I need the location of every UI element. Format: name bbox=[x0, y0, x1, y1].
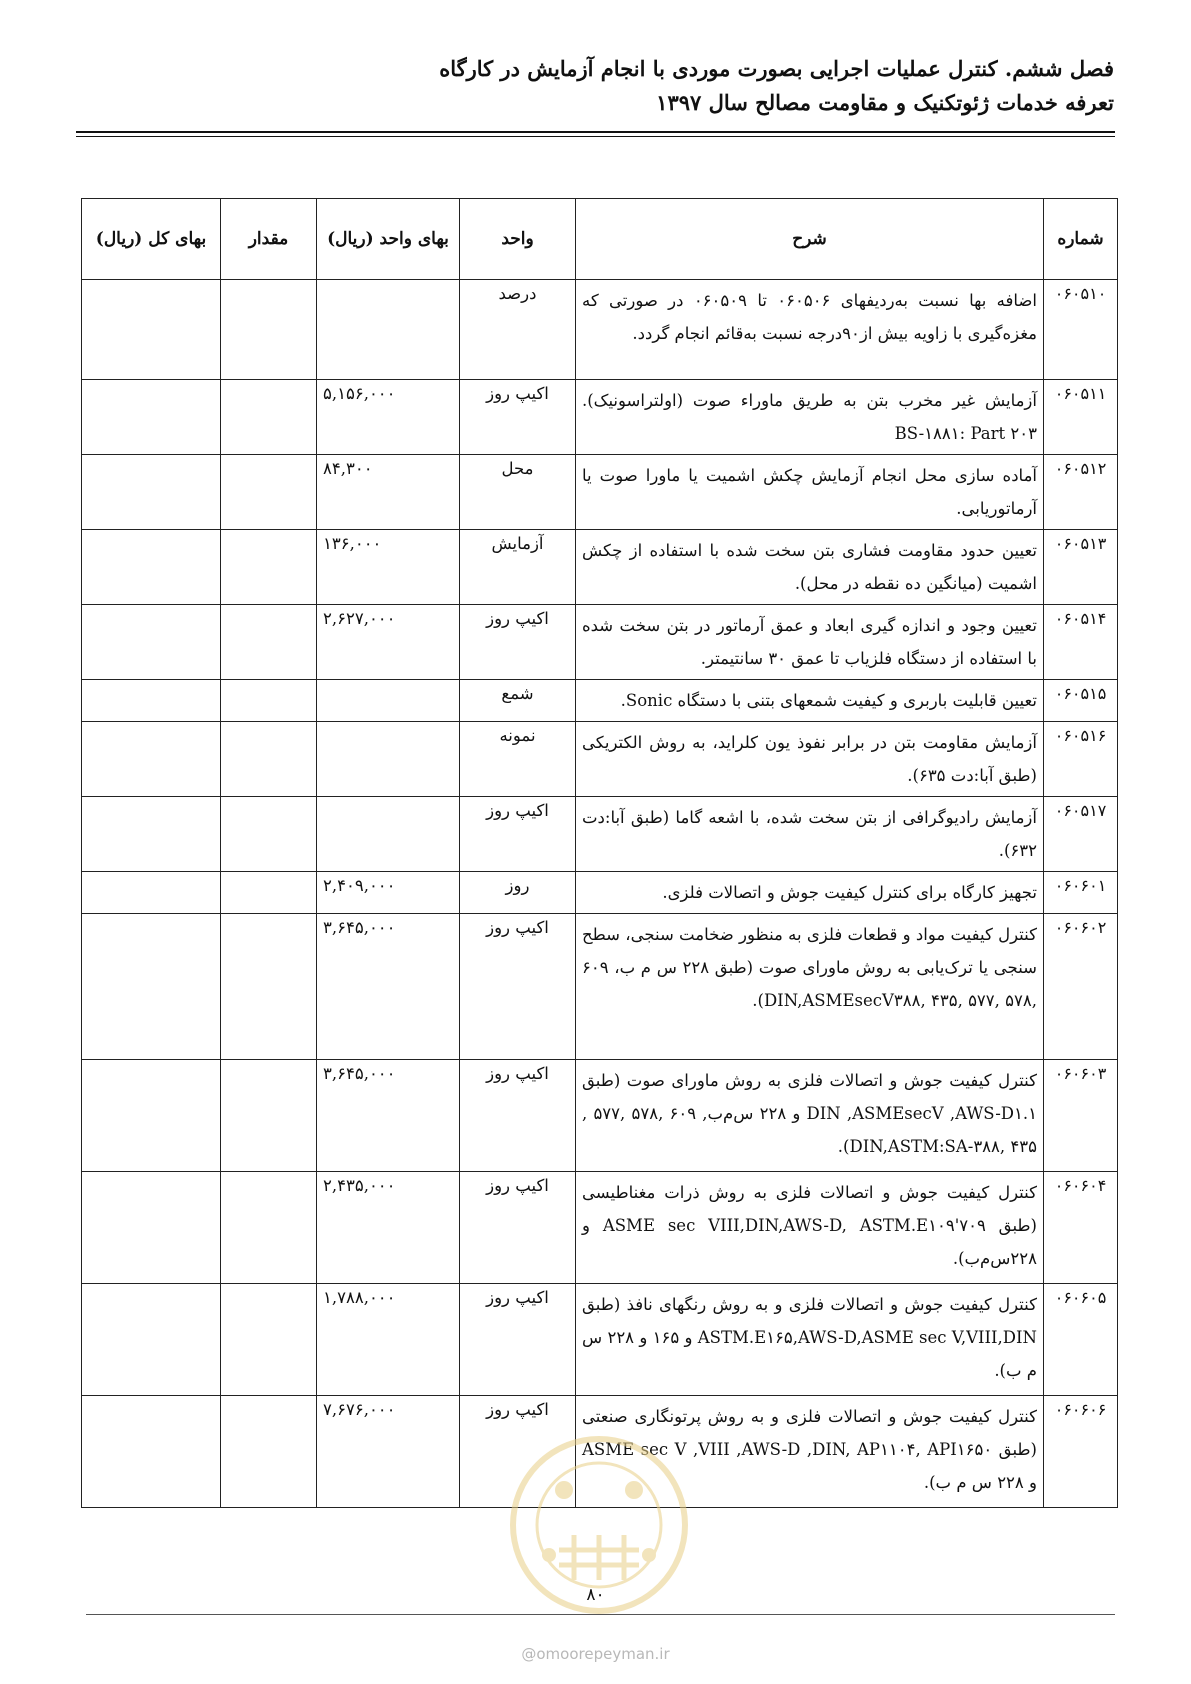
row-unit: اکیپ روز bbox=[460, 797, 576, 872]
page-number: ۸۰ bbox=[586, 1585, 605, 1605]
col-header-code: شماره bbox=[1044, 199, 1118, 280]
website-watermark: @omoorepeyman.ir bbox=[521, 1645, 670, 1663]
row-qty bbox=[221, 280, 317, 380]
row-description: کنترل کیفیت جوش و اتصالات فلزی به روش ذرات مغناطیسی (طبق ASME sec VIII,DIN,AWS-D, ASTM.E۱۰۹'۷۰۹ و ۲۲۸س‌م‌ب). bbox=[576, 1172, 1044, 1284]
row-code: ۰۶۰۵۱۶ bbox=[1044, 722, 1118, 797]
row-qty bbox=[221, 380, 317, 455]
row-unit-price: ۷,۶۷۶,۰۰۰ bbox=[317, 1396, 460, 1508]
row-description: تجهیز کارگاه برای کنترل کیفیت جوش و اتصالات فلزی. bbox=[576, 872, 1044, 914]
row-unit: روز bbox=[460, 872, 576, 914]
row-description: آماده سازی محل انجام آزمایش چکش اشمیت یا ماورا صوت یا آرماتوریابی. bbox=[576, 455, 1044, 530]
row-code: ۰۶۰۶۰۶ bbox=[1044, 1396, 1118, 1508]
table-row bbox=[82, 280, 1118, 380]
row-description: آزمایش رادیوگرافی از بتن سخت شده، با اشعه گاما (طبق آبا:دت ۶۳۲). bbox=[576, 797, 1044, 872]
row-unit: اکیپ روز bbox=[460, 1060, 576, 1172]
table-header-row bbox=[82, 199, 1118, 280]
row-unit-price: ۳,۶۴۵,۰۰۰ bbox=[317, 914, 460, 1060]
header-rule-thin bbox=[76, 136, 1115, 137]
table-row bbox=[82, 1284, 1118, 1396]
tariff-table bbox=[81, 198, 1118, 1508]
row-total bbox=[82, 914, 221, 1060]
row-code: ۰۶۰۵۱۴ bbox=[1044, 605, 1118, 680]
row-code: ۰۶۰۵۱۷ bbox=[1044, 797, 1118, 872]
header-rule-thick bbox=[76, 131, 1115, 133]
row-description: تعیین قابلیت باربری و کیفیت شمعهای بتنی با دستگاه Sonic. bbox=[576, 680, 1044, 722]
row-qty bbox=[221, 680, 317, 722]
tariff-subtitle: تعرفه خدمات ژئوتکنیک و مقاومت مصالح سال ۱۳۹۷ bbox=[656, 90, 1114, 115]
row-qty bbox=[221, 455, 317, 530]
row-total bbox=[82, 1284, 221, 1396]
row-unit-price bbox=[317, 280, 460, 380]
table-row bbox=[82, 1172, 1118, 1284]
table-row bbox=[82, 722, 1118, 797]
row-total bbox=[82, 872, 221, 914]
row-total bbox=[82, 605, 221, 680]
row-code: ۰۶۰۵۱۱ bbox=[1044, 380, 1118, 455]
row-qty bbox=[221, 1396, 317, 1508]
col-header-qty: مقدار bbox=[221, 199, 317, 280]
row-unit-price: ۲,۶۲۷,۰۰۰ bbox=[317, 605, 460, 680]
col-header-unit-price: بهای واحد (ریال) bbox=[317, 199, 460, 280]
table-row bbox=[82, 530, 1118, 605]
table-row bbox=[82, 380, 1118, 455]
row-unit-price: ۲,۴۰۹,۰۰۰ bbox=[317, 872, 460, 914]
row-unit-price bbox=[317, 797, 460, 872]
row-code: ۰۶۰۶۰۳ bbox=[1044, 1060, 1118, 1172]
row-total bbox=[82, 455, 221, 530]
col-header-desc: شرح bbox=[576, 199, 1044, 280]
row-total bbox=[82, 1060, 221, 1172]
col-header-total: بهای کل (ریال) bbox=[82, 199, 221, 280]
row-qty bbox=[221, 605, 317, 680]
table-row bbox=[82, 872, 1118, 914]
row-total bbox=[82, 530, 221, 605]
row-qty bbox=[221, 1284, 317, 1396]
chapter-title: فصل ششم. کنترل عملیات اجرایی بصورت موردی با انجام آزمایش در کارگاه bbox=[439, 56, 1114, 81]
row-unit: اکیپ روز bbox=[460, 1396, 576, 1508]
row-unit: محل bbox=[460, 455, 576, 530]
row-code: ۰۶۰۶۰۵ bbox=[1044, 1284, 1118, 1396]
row-unit: اکیپ روز bbox=[460, 914, 576, 1060]
col-header-unit: واحد bbox=[460, 199, 576, 280]
table-row bbox=[82, 455, 1118, 530]
row-unit: نمونه bbox=[460, 722, 576, 797]
row-unit: شمع bbox=[460, 680, 576, 722]
row-code: ۰۶۰۶۰۴ bbox=[1044, 1172, 1118, 1284]
row-total bbox=[82, 722, 221, 797]
row-total bbox=[82, 280, 221, 380]
row-unit-price bbox=[317, 680, 460, 722]
row-code: ۰۶۰۵۱۰ bbox=[1044, 280, 1118, 380]
row-unit-price: ۸۴,۳۰۰ bbox=[317, 455, 460, 530]
row-qty bbox=[221, 797, 317, 872]
row-description: آزمایش غیر مخرب بتن به طریق ماوراء صوت (اولتراسونیک). BS-۱۸۸۱: Part ۲۰۳ bbox=[576, 380, 1044, 455]
row-description: کنترل کیفیت جوش و اتصالات فلزی و به روش پرتونگاری صنعتی (طبق ASME sec V ,VIII ,AWS-D ,DIN, AP۱۱۰۴, API۱۶۵۰ و ۲۲۸ س م ب). bbox=[576, 1396, 1044, 1508]
row-unit-price: ۳,۶۴۵,۰۰۰ bbox=[317, 1060, 460, 1172]
row-qty bbox=[221, 872, 317, 914]
row-unit-price: ۱,۷۸۸,۰۰۰ bbox=[317, 1284, 460, 1396]
row-unit-price: ۵,۱۵۶,۰۰۰ bbox=[317, 380, 460, 455]
row-qty bbox=[221, 914, 317, 1060]
row-description: اضافه بها نسبت به‌ردیفهای ۰۶۰۵۰۶ تا ۰۶۰۵۰۹ در صورتی که مغزه‌گیری با زاویه بیش از۹۰درجه نسبت به‌قائم انجام گردد. bbox=[576, 280, 1044, 380]
row-code: ۰۶۰۵۱۳ bbox=[1044, 530, 1118, 605]
row-qty bbox=[221, 530, 317, 605]
row-description: تعیین وجود و اندازه گیری ابعاد و عمق آرماتور در بتن سخت شده با استفاده از دستگاه فلزیاب تا عمق ۳۰ سانتیمتر. bbox=[576, 605, 1044, 680]
row-code: ۰۶۰۶۰۲ bbox=[1044, 914, 1118, 1060]
table-row bbox=[82, 914, 1118, 1060]
row-unit-price: ۱۳۶,۰۰۰ bbox=[317, 530, 460, 605]
row-unit: اکیپ روز bbox=[460, 605, 576, 680]
footer-rule bbox=[86, 1614, 1115, 1615]
table-row bbox=[82, 680, 1118, 722]
row-code: ۰۶۰۶۰۱ bbox=[1044, 872, 1118, 914]
row-description: کنترل کیفیت مواد و قطعات فلزی به منظور ضخامت سنجی، سطح سنجی یا ترک‌یابی به روش ماورای صوت (طبق ۲۲۸ س م ب، ۶۰۹ ,۵۷۸ ,۵۷۷ ,۴۳۵ ,DIN,ASMEsecV۳۸۸). bbox=[576, 914, 1044, 1060]
row-total bbox=[82, 797, 221, 872]
row-qty bbox=[221, 1172, 317, 1284]
row-code: ۰۶۰۵۱۲ bbox=[1044, 455, 1118, 530]
row-code: ۰۶۰۵۱۵ bbox=[1044, 680, 1118, 722]
row-total bbox=[82, 680, 221, 722]
row-unit: آزمایش bbox=[460, 530, 576, 605]
row-description: تعیین حدود مقاومت فشاری بتن سخت شده با استفاده از چکش اشمیت (میانگین ده نقطه در محل). bbox=[576, 530, 1044, 605]
row-unit: اکیپ روز bbox=[460, 380, 576, 455]
row-description: آزمایش مقاومت بتن در برابر نفوذ یون کلراید، به روش الکتریکی (طبق آبا:دت ۶۳۵). bbox=[576, 722, 1044, 797]
row-unit: اکیپ روز bbox=[460, 1284, 576, 1396]
row-qty bbox=[221, 722, 317, 797]
row-qty bbox=[221, 1060, 317, 1172]
table-row bbox=[82, 1060, 1118, 1172]
row-total bbox=[82, 1396, 221, 1508]
row-unit: درصد bbox=[460, 280, 576, 380]
row-description: کنترل کیفیت جوش و اتصالات فلزی و به روش رنگهای نافذ (طبق ASTM.E۱۶۵,AWS-D,ASME sec V,VIII,DIN و ۱۶۵ و ۲۲۸ س م ب). bbox=[576, 1284, 1044, 1396]
page-header bbox=[77, 52, 1114, 120]
row-total bbox=[82, 380, 221, 455]
row-description: کنترل کیفیت جوش و اتصالات فلزی به روش ماورای صوت (طبق DIN ,ASMEsecV ,AWS-D۱.۱ و ۲۲۸ س‌م‌ب, ۶۰۹ ,۵۷۸ ,۵۷۷ , ۴۳۵ ,DIN,ASTM:SA-۳۸۸). bbox=[576, 1060, 1044, 1172]
table-row bbox=[82, 605, 1118, 680]
row-unit-price: ۲,۴۳۵,۰۰۰ bbox=[317, 1172, 460, 1284]
table-row bbox=[82, 797, 1118, 872]
row-unit-price bbox=[317, 722, 460, 797]
row-unit: اکیپ روز bbox=[460, 1172, 576, 1284]
row-total bbox=[82, 1172, 221, 1284]
